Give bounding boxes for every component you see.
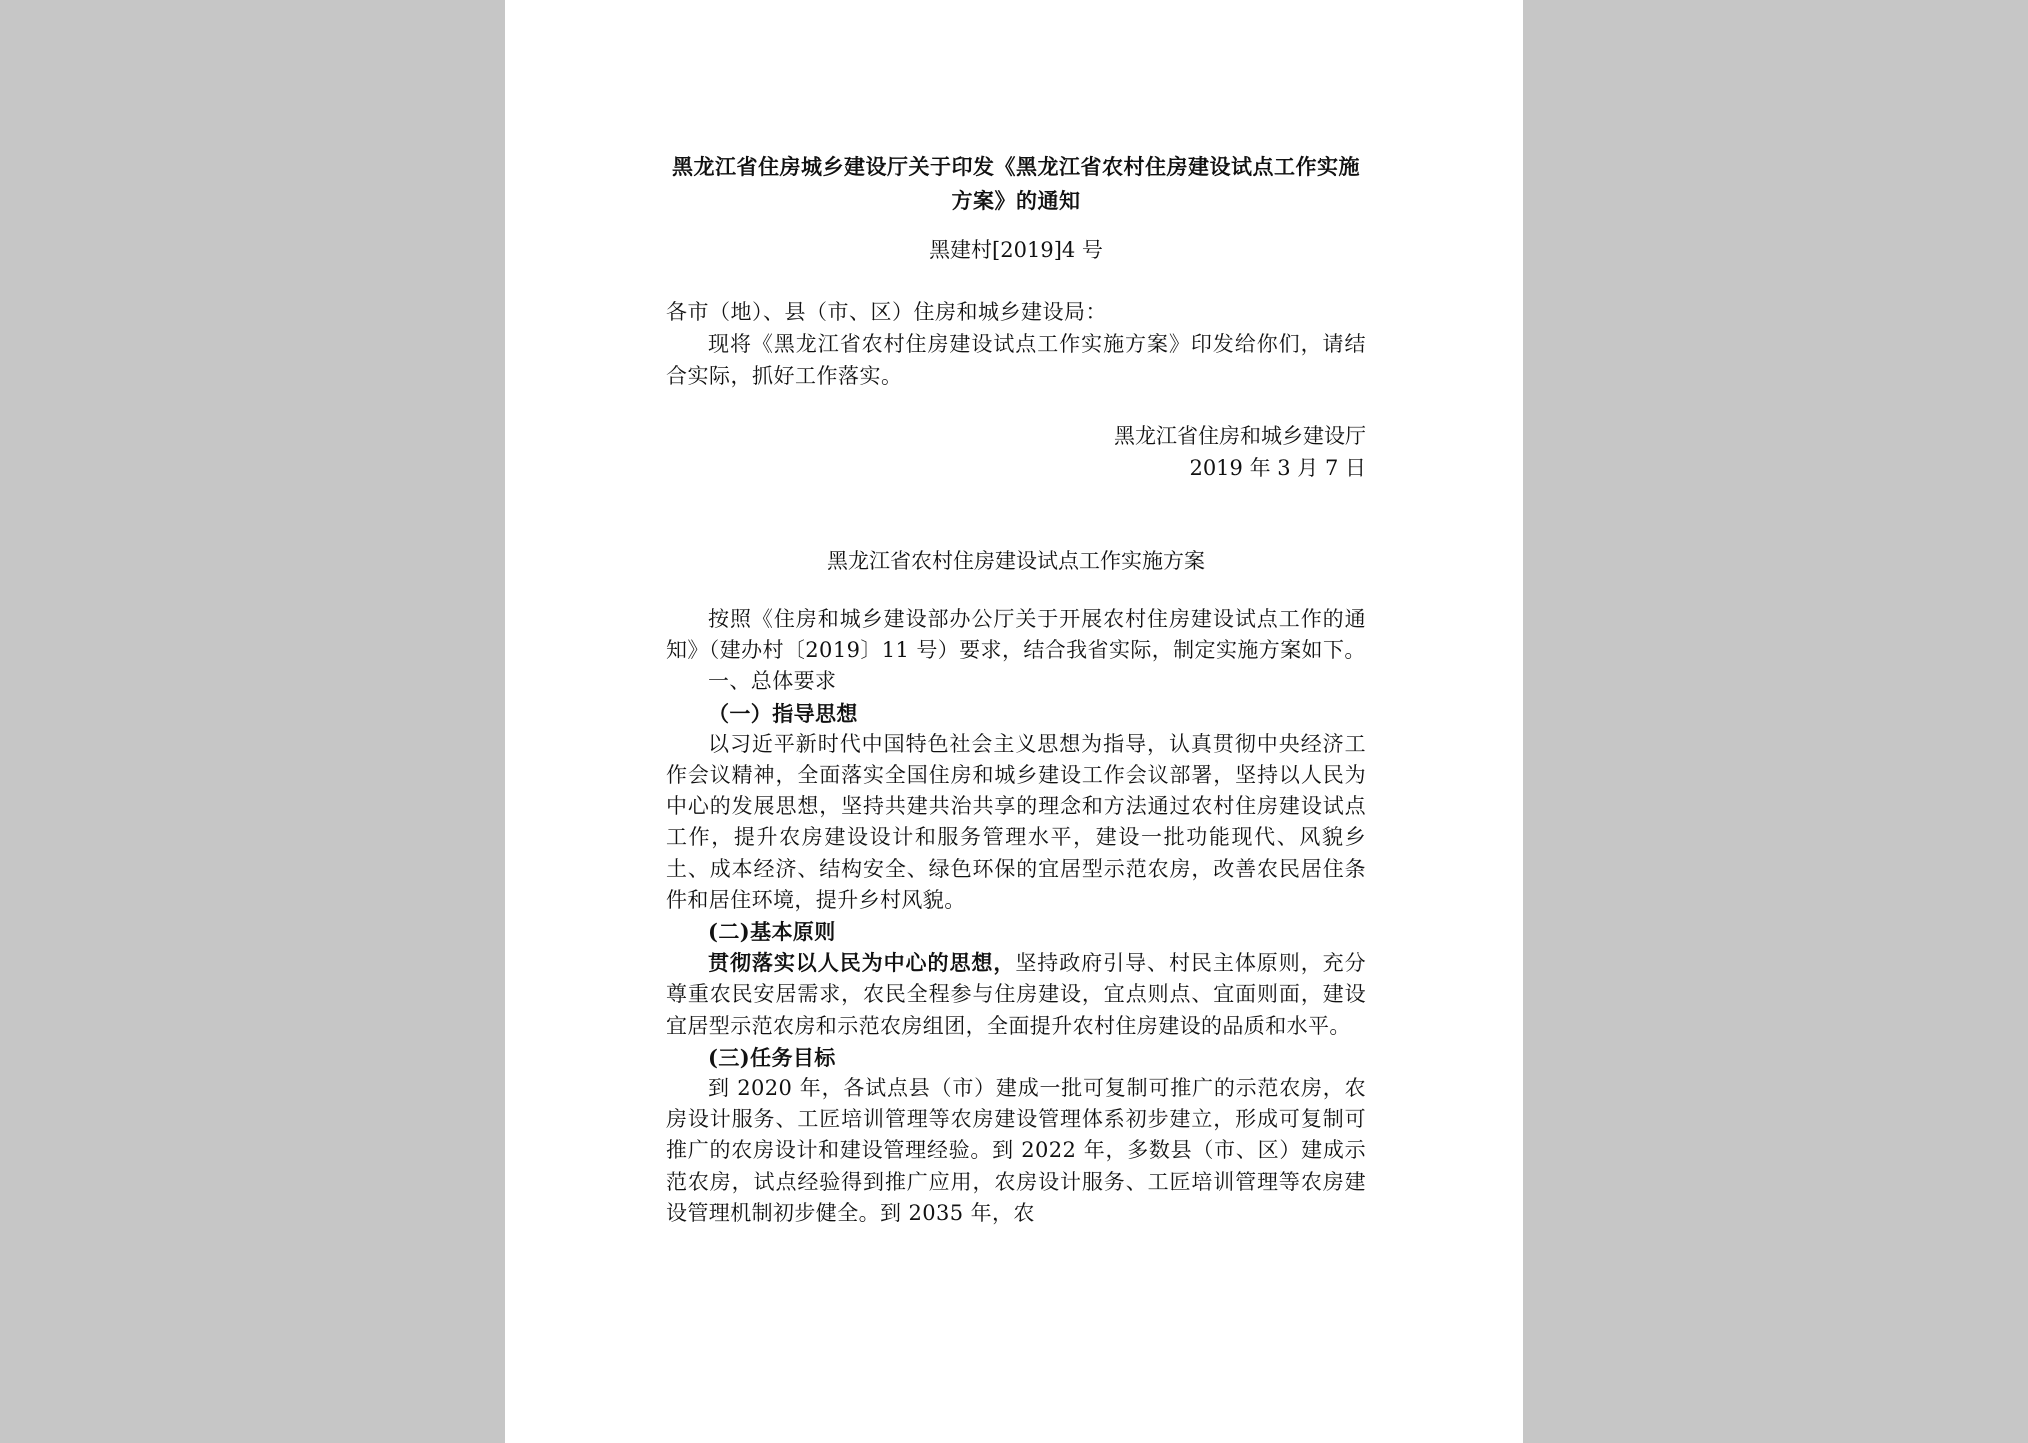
subsection-heading: (三)任务目标	[708, 1044, 836, 1070]
section-heading: 一、总体要求	[708, 669, 837, 694]
sign-date: 2019 年 3 月 7 日	[1189, 456, 1366, 480]
paragraph: 以习近平新时代中国特色社会主义思想为指导，认真贯彻中央经济工作会议精神，全面落实全国住房和城乡建设工作会议部署，坚持以人民为中心的发展思想，坚持共建共治共享的理念和方法通过农村住房建设试点工作，提升农房建设设计和服务管理水平，建设一批功能现代、风貌乡土、成本经济、结构安全、绿色环保的宜居型示范农房，改善农民居住条件和居住环境，提升乡村风貌。	[666, 731, 1366, 912]
plan-intro: 按照《住房和城乡建设部办公厅关于开展农村住房建设试点工作的通知》（建办村〔2019〕11 号）要求，结合我省实际，制定实施方案如下。	[666, 607, 1366, 663]
plan-title: 黑龙江省农村住房建设试点工作实施方案	[827, 549, 1205, 573]
paragraph: 到 2020 年，各试点县（市）建成一批可复制可推广的示范农房，农房设计服务、工匠培训管理等农房建设管理体系初步建立，形成可复制可推广的农房设计和建设管理经验。到 2022 年，多数县（市、区）建成示范农房，试点经验得到推广应用，农房设计服务、工匠培训管理等农房建设管理机制初步健全。到 2035 年，农	[666, 1076, 1366, 1225]
document-page	[505, 0, 1523, 1443]
document-number: 黑建村[2019]4 号	[929, 238, 1103, 262]
notice-title: 黑龙江省住房城乡建设厅关于印发《黑龙江省农村住房建设试点工作实施方案》的通知	[672, 154, 1360, 213]
subsection-heading: (二)基本原则	[708, 919, 836, 945]
bold-lead-text: 贯彻落实以人民为中心的思想，	[708, 950, 1016, 976]
plan-body	[666, 604, 1366, 1229]
paragraph-text: 坚持政府引导、村民主体原则，充分尊重农民安居需求，农民全程参与住房建设，宜点则点、宜面则面，建设宜居型示范农房和示范农房组团，全面提升农村住房建设的品质和水平。	[666, 951, 1366, 1038]
subsection-heading: （一）指导思想	[708, 700, 858, 726]
signer: 黑龙江省住房和城乡建设厅	[1114, 424, 1366, 448]
notice-body: 现将《黑龙江省农村住房建设试点工作实施方案》印发给你们，请结合实际，抓好工作落实。	[666, 332, 1366, 388]
paragraph	[666, 947, 1366, 1042]
salutation: 各市（地）、县（市、区）住房和城乡建设局：	[666, 300, 1107, 324]
